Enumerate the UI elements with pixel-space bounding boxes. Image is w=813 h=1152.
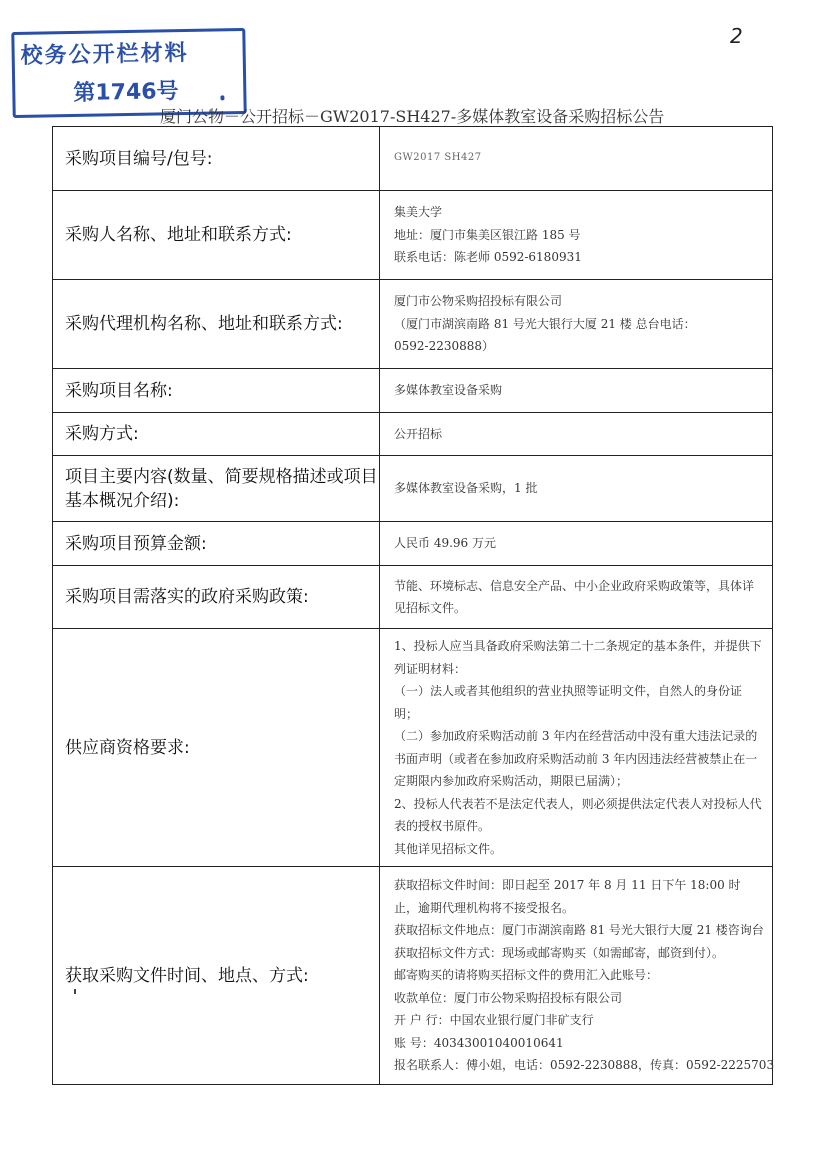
row-label: 采购项目名称: bbox=[53, 369, 380, 413]
table-row bbox=[53, 369, 773, 413]
row-label: 采购代理机构名称、地址和联系方式: bbox=[53, 280, 380, 369]
stamp-title: 校务公开栏材料 bbox=[20, 40, 189, 69]
stamp-number: 第1746号 bbox=[73, 79, 179, 106]
value-line: 1、投标人应当具备政府采购法第二十二条规定的基本条件，并提供下列证明材料： bbox=[394, 639, 762, 676]
value-line: GW2017 SH427 bbox=[394, 152, 482, 164]
row-value bbox=[380, 456, 773, 522]
row-value bbox=[380, 867, 773, 1085]
row-value bbox=[380, 522, 773, 566]
value-line: 多媒体教室设备采购，1 批 bbox=[394, 481, 538, 496]
value-line: 账 号：40343001040010641 bbox=[394, 1035, 564, 1050]
table-row bbox=[53, 127, 773, 191]
value-line: 收款单位：厦门市公物采购招投标有限公司 bbox=[394, 990, 623, 1005]
page-title: 厦门公物－公开招标－GW2017-SH427-多媒体教室设备采购招标公告 bbox=[160, 107, 665, 126]
value-line: 厦门市公物采购招投标有限公司 bbox=[394, 294, 563, 309]
scan-speck bbox=[74, 989, 76, 994]
table-row bbox=[53, 629, 773, 867]
table-row bbox=[53, 456, 773, 522]
value-line: 2、投标人代表若不是法定代表人，则必须提供法定代表人对投标人代表的授权书原件。 bbox=[394, 796, 762, 833]
row-label: 供应商资格要求: bbox=[53, 629, 380, 867]
row-value bbox=[380, 413, 773, 456]
row-label: 项目主要内容(数量、简要规格描述或项目基本概况介绍): bbox=[53, 456, 380, 522]
table-row bbox=[53, 191, 773, 280]
value-line: 0592-2230888） bbox=[394, 339, 495, 354]
value-line: 邮寄购买的请将购买招标文件的费用汇入此账号： bbox=[394, 968, 659, 983]
value-line: 联系电话：陈老师 0592-6180931 bbox=[394, 250, 582, 265]
row-label: 采购人名称、地址和联系方式: bbox=[53, 191, 380, 280]
row-label: 采购项目预算金额: bbox=[53, 522, 380, 566]
value-line: 获取招标文件方式：现场或邮寄购买（如需邮寄，邮资到付）。 bbox=[394, 945, 725, 960]
row-value bbox=[380, 566, 773, 629]
value-line: 节能、环境标志、信息安全产品、中小企业政府采购政策等，具体详见招标文件。 bbox=[394, 578, 755, 615]
row-value bbox=[380, 369, 773, 413]
row-label: 获取采购文件时间、地点、方式: bbox=[53, 867, 380, 1085]
row-value bbox=[380, 280, 773, 369]
value-line: 公开招标 bbox=[394, 426, 443, 441]
value-line: 集美大学 bbox=[394, 205, 443, 220]
value-line: 其他详见招标文件。 bbox=[394, 841, 503, 856]
value-line: 人民币 49.96 万元 bbox=[394, 536, 496, 551]
value-line: 开 户 行：中国农业银行厦门非矿支行 bbox=[394, 1013, 594, 1028]
stamp-mark bbox=[220, 95, 224, 100]
value-line: （二）参加政府采购活动前 3 年内在经营活动中没有重大违法记录的书面声明（或者在参加政府采购活动前 3 年内因违法经营被禁止在一定期限内参加政府采购活动，期限已届满）； bbox=[394, 729, 758, 788]
value-line: （一）法人或者其他组织的营业执照等证明文件，自然人的身份证明； bbox=[394, 684, 743, 721]
row-value bbox=[380, 127, 773, 191]
table-row bbox=[53, 280, 773, 369]
page-number: 2 bbox=[730, 24, 743, 48]
row-label: 采购方式: bbox=[53, 413, 380, 456]
notice-table bbox=[52, 126, 773, 1085]
table-row bbox=[53, 566, 773, 629]
value-line: 报名联系人：傅小姐，电话：0592-2230888，传真：0592-2225703 bbox=[394, 1058, 775, 1073]
row-label: 采购项目编号/包号: bbox=[53, 127, 380, 191]
value-line: 地址：厦门市集美区银江路 185 号 bbox=[394, 227, 581, 242]
value-line: 获取招标文件时间：即日起至 2017 年 8 月 11 日下午 18:00 时止，逾期代理机构将不接受报名。 bbox=[394, 878, 741, 915]
table-row bbox=[53, 867, 773, 1085]
row-value bbox=[380, 191, 773, 280]
table-row bbox=[53, 413, 773, 456]
value-line: 获取招标文件地点：厦门市湖滨南路 81 号光大银行大厦 21 楼咨询台 bbox=[394, 923, 764, 938]
value-line: 多媒体教室设备采购 bbox=[394, 383, 503, 398]
row-label: 采购项目需落实的政府采购政策: bbox=[53, 566, 380, 629]
value-line: （厦门市湖滨南路 81 号光大银行大厦 21 楼 总台电话： bbox=[394, 316, 696, 331]
table-row bbox=[53, 522, 773, 566]
row-value bbox=[380, 629, 773, 867]
